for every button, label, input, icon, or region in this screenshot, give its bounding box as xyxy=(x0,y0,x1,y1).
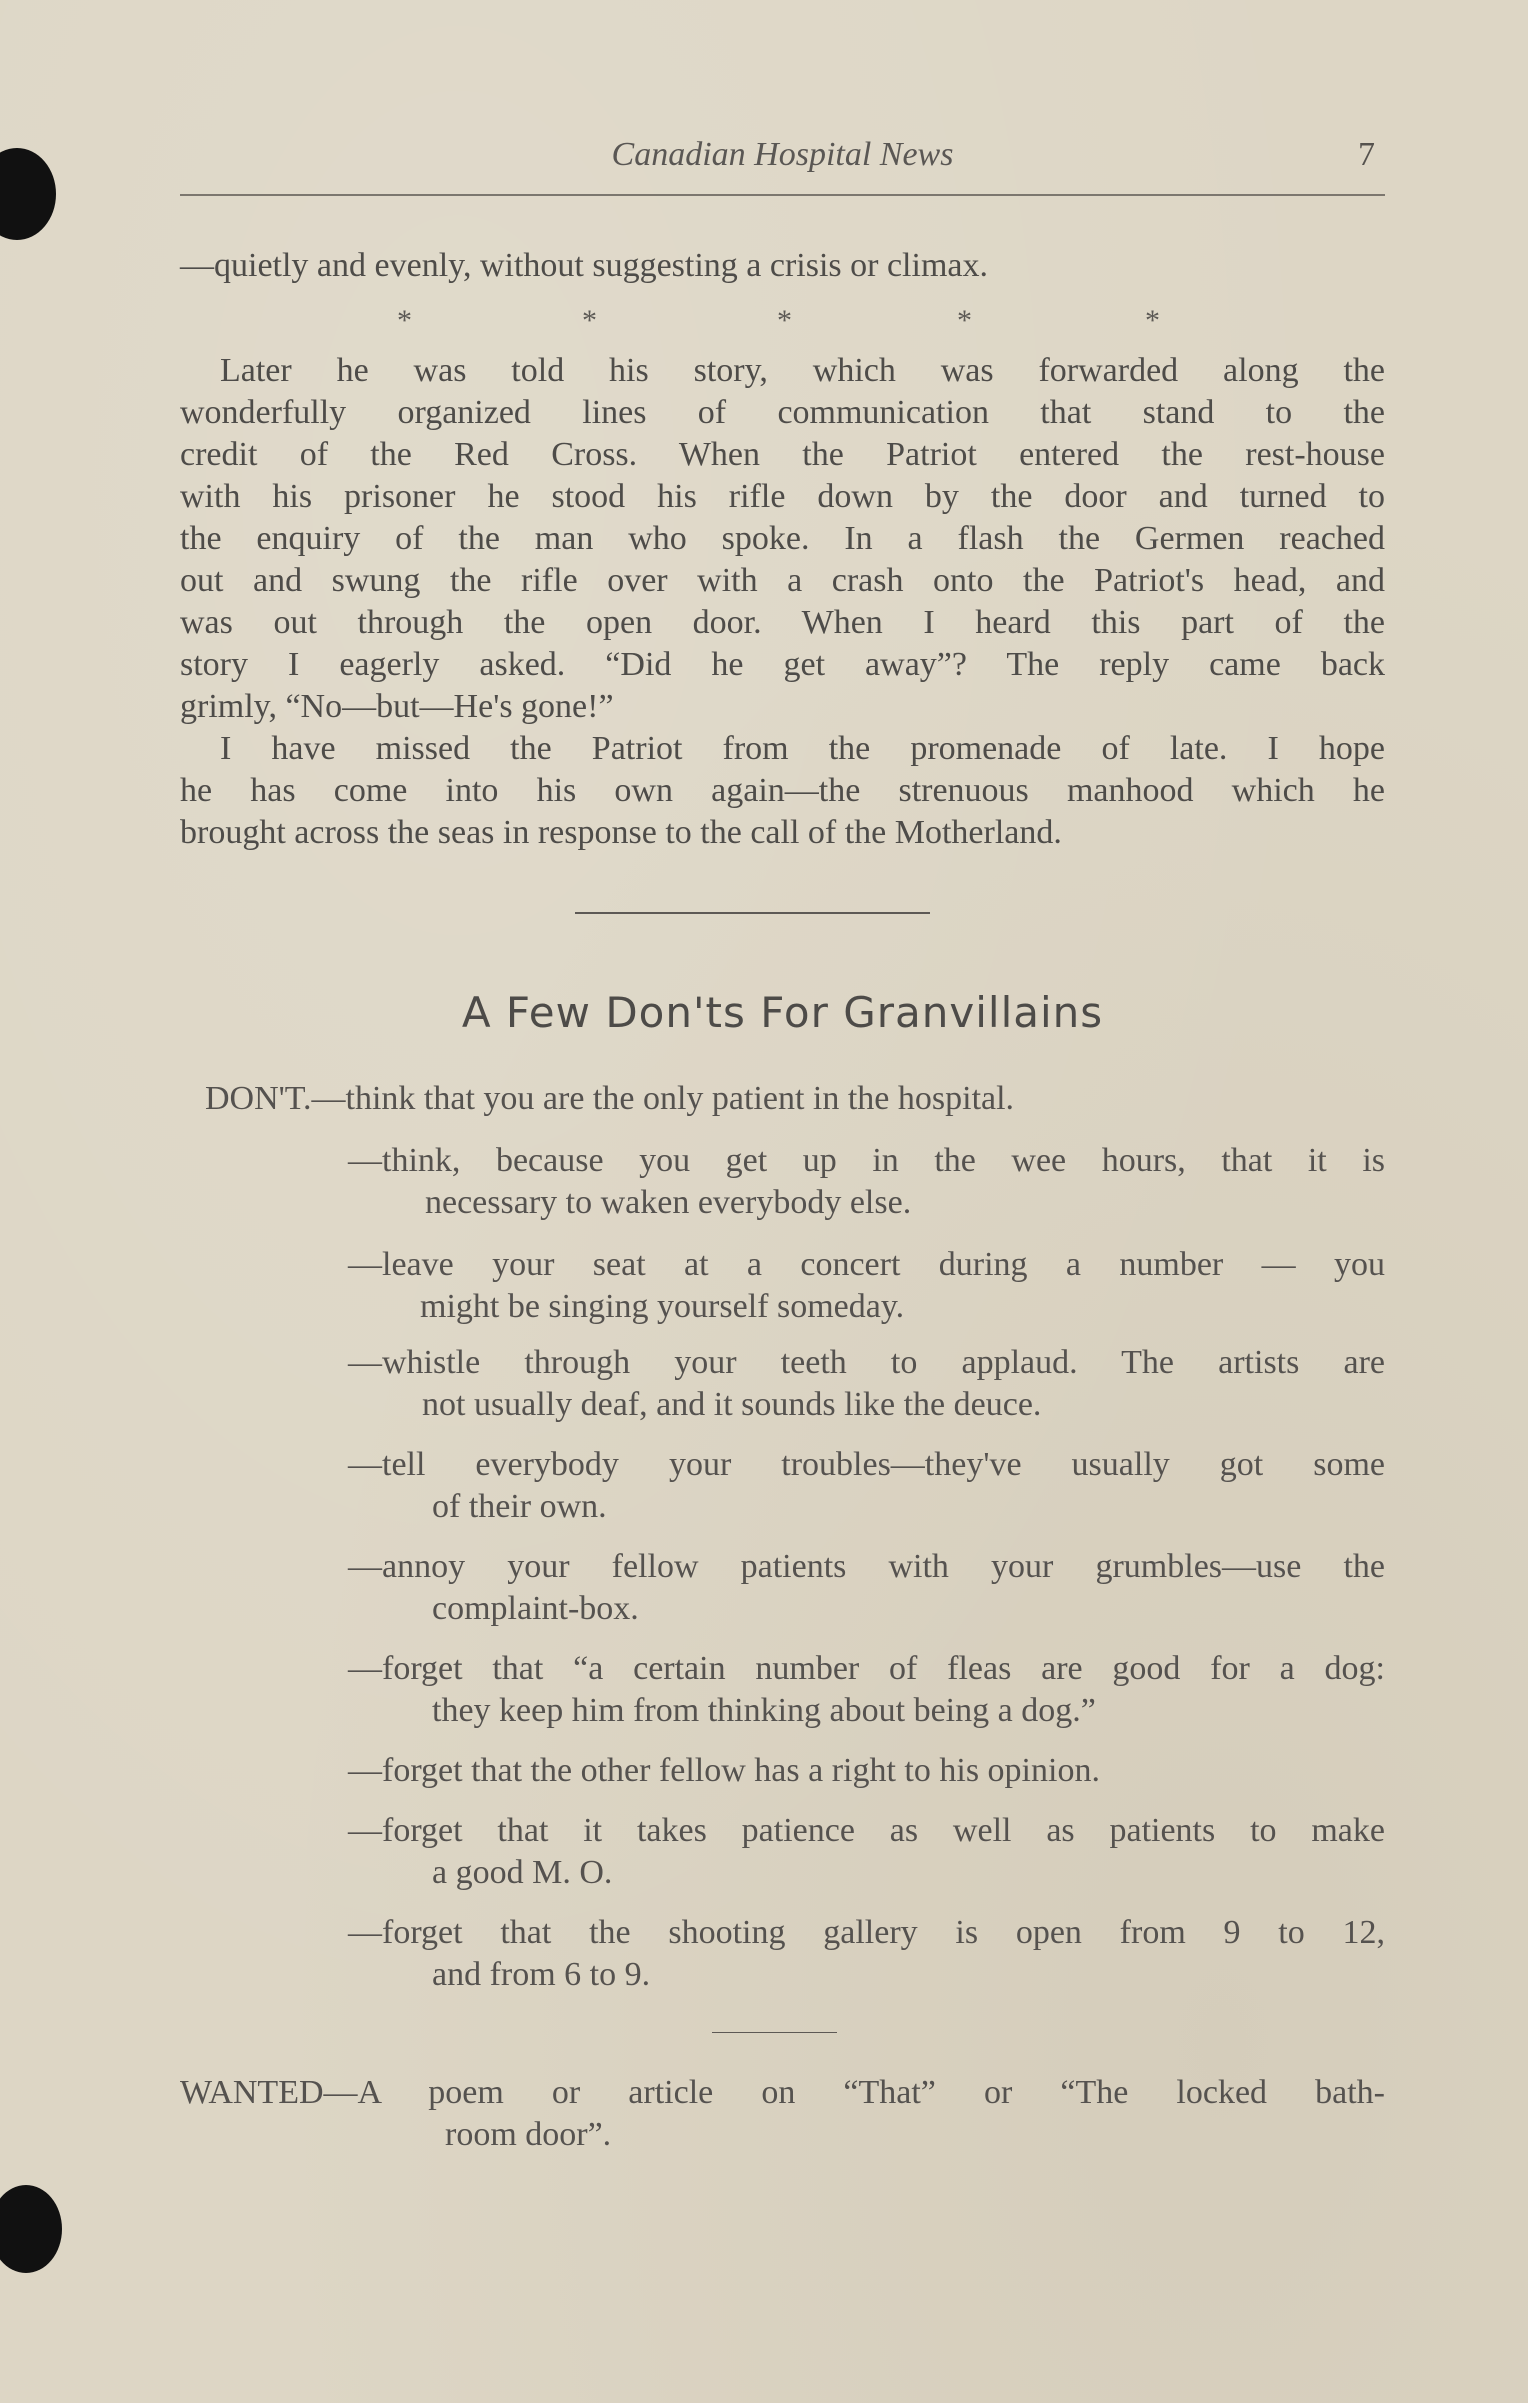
story-line: with his prisoner he stood his rifle down by the door and turned to xyxy=(180,478,1385,515)
dont-item: —forget that the shooting gallery is open from 9 to 12, xyxy=(348,1914,1385,1951)
dont-item-continued: not usually deaf, and it sounds like the deuce. xyxy=(422,1386,1042,1423)
section-title: A Few Don'ts For Granvillains xyxy=(461,988,1104,1037)
story-line: I have missed the Patriot from the promenade of late. I hope xyxy=(220,730,1385,767)
header-rule xyxy=(180,194,1385,196)
dont-item: —forget that it takes patience as well as patients to make xyxy=(348,1812,1385,1849)
publication-title: Canadian Hospital News xyxy=(611,136,954,173)
dont-item-continued: might be singing yourself someday. xyxy=(420,1288,905,1325)
story-line: Later he was told his story, which was forwarded along the xyxy=(220,352,1385,389)
story-line: story I eagerly asked. “Did he get away”? The reply came back xyxy=(180,646,1385,683)
binding-hole-top xyxy=(0,148,56,240)
page-number: 7 xyxy=(1358,136,1375,173)
star: * xyxy=(582,304,597,337)
dont-item-continued: a good M. O. xyxy=(432,1854,613,1891)
section-break-stars xyxy=(397,300,1167,340)
story-line: the enquiry of the man who spoke. In a flash the Germen reached xyxy=(180,520,1385,557)
story-line: —quietly and evenly, without suggesting a crisis or climax. xyxy=(180,247,988,284)
dont-item: —whistle through your teeth to applaud. The artists are xyxy=(348,1344,1385,1381)
story-line: he has come into his own again—the strenuous manhood which he xyxy=(180,772,1385,809)
dont-item-continued: necessary to waken everybody else. xyxy=(425,1184,912,1221)
section-divider xyxy=(575,912,930,914)
running-header xyxy=(180,130,1385,200)
dont-item: —annoy your fellow patients with your grumbles—use the xyxy=(348,1548,1385,1585)
dont-item: —leave your seat at a concert during a number — you xyxy=(348,1246,1385,1283)
star: * xyxy=(777,304,792,337)
dont-item-continued: and from 6 to 9. xyxy=(432,1956,651,1993)
dont-item: —forget that the other fellow has a right to his opinion. xyxy=(348,1752,1100,1789)
story-line: wonderfully organized lines of communication that stand to the xyxy=(180,394,1385,431)
dont-item-continued: complaint-box. xyxy=(432,1590,639,1627)
binding-hole-bottom xyxy=(0,2185,62,2273)
dont-item-continued: they keep him from thinking about being a dog.” xyxy=(432,1692,1096,1729)
story-line: brought across the seas in response to the call of the Motherland. xyxy=(180,814,1062,851)
story-line: was out through the open door. When I heard this part of the xyxy=(180,604,1385,641)
star: * xyxy=(397,304,412,337)
story-line: credit of the Red Cross. When the Patriot entered the rest-house xyxy=(180,436,1385,473)
dont-item: —forget that “a certain number of fleas are good for a dog: xyxy=(348,1650,1385,1687)
wanted-line-continued: room door”. xyxy=(445,2116,612,2153)
short-divider xyxy=(712,2032,837,2033)
star: * xyxy=(957,304,972,337)
dont-item-continued: of their own. xyxy=(432,1488,607,1525)
dont-item: —think, because you get up in the wee hours, that it is xyxy=(348,1142,1385,1179)
story-line: out and swung the rifle over with a crash onto the Patriot's head, and xyxy=(180,562,1385,599)
star: * xyxy=(1145,304,1160,337)
wanted-line: WANTED—A poem or article on “That” or “The locked bath- xyxy=(180,2074,1385,2111)
dont-item: —tell everybody your troubles—they've usually got some xyxy=(348,1446,1385,1483)
story-line: grimly, “No—but—He's gone!” xyxy=(180,688,614,725)
dont-item: DON'T.—think that you are the only patient in the hospital. xyxy=(205,1080,1015,1117)
